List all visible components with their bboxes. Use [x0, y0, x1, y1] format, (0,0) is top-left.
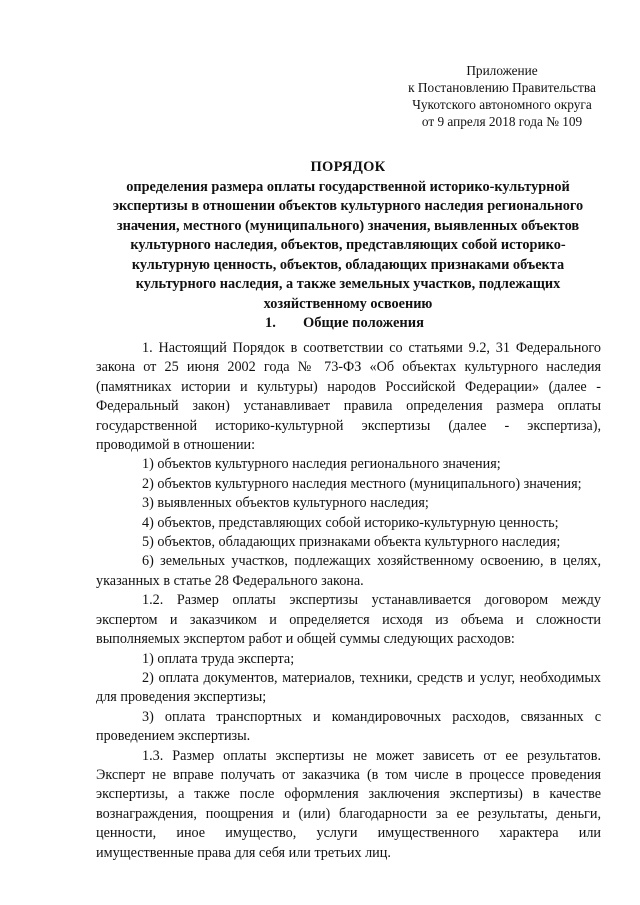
paragraph-1-2: 1.2. Размер оплаты экспертизы устанавливается договором между экспертом и заказчиком и определяется исходя из объема и сложности выполняемых экспертом работ и общей суммы следующих расходов: [96, 592, 601, 648]
section-heading [265, 314, 424, 333]
list-item-regional: 1) объектов культурного наследия регионального значения; [142, 456, 501, 473]
appendix-label: Приложение [466, 63, 538, 78]
appendix-date-number: от 9 апреля 2018 года № 109 [421, 114, 583, 129]
document-title: ПОРЯДОК [310, 159, 386, 175]
document-title-block [96, 158, 600, 314]
section-number: 1. [265, 315, 276, 331]
list-item-land-plots: 6) земельных участков, подлежащих хозяйственному освоению, в целях, указанных в статье 28 Федерального закона. [96, 553, 601, 589]
list-item-cultural-value: 4) объектов, представляющих собой историко-культурную ценность; [142, 514, 559, 531]
section-title: Общие положения [303, 315, 424, 331]
appendix-decree-ref: к Постановлению Правительства [408, 80, 596, 95]
list-item-municipal: 2) объектов культурного наследия местного (муниципального) значения; [142, 475, 582, 492]
expense-item-labor: 1) оплата труда эксперта; [142, 650, 295, 667]
paragraph-1-3: 1.3. Размер оплаты экспертизы не может зависеть от ее результатов. Эксперт не вправе получать от заказчика (в том числе в процессе проведения экспертизы, а также после оформления заключения экспертизы) в качестве вознаграждения, поощрения и (или) благодарности за ее результаты, деньги, ценности, иное имущество, услуги имущественного характера или имущественные права для себя или третьих лиц. [96, 747, 601, 861]
document-body [96, 339, 601, 863]
appendix-block [402, 62, 602, 130]
appendix-region: Чукотского автономного округа [412, 97, 592, 112]
expense-item-travel: 3) оплата транспортных и командировочных расходов, связанных с проведением экспертизы. [96, 708, 601, 745]
document-subtitle: определения размера оплаты государственной историко-культурной экспертизы в отношении объектов культурного наследия регионального значения, местного (муниципального) значения, выявленных объектов культурного наследия, объектов, представляющих собой историко-культурную ценность, объектов, обладающих признаками объекта культурного наследия, а также земельных участков, подлежащих хозяйственному освоению [112, 178, 584, 312]
paragraph-1-intro: 1. Настоящий Порядок в соответствии со статьями 9.2, 31 Федерального закона от 25 июня 2002 года № 73-ФЗ «Об объектах культурного наследия (памятниках истории и культуры) народов Российской Федерации» (далее - Федеральный закон) устанавливает правила определения размера оплаты государственной историко-культурной экспертизы (далее - экспертиза), проводимой в отношении: [96, 340, 601, 454]
list-item-identified: 3) выявленных объектов культурного наследия; [142, 495, 429, 512]
list-item-heritage-features: 5) объектов, обладающих признаками объекта культурного наследия; [142, 534, 561, 551]
expense-item-materials: 2) оплата документов, материалов, техники, средств и услуг, необходимых для проведения экспертизы; [96, 669, 601, 706]
